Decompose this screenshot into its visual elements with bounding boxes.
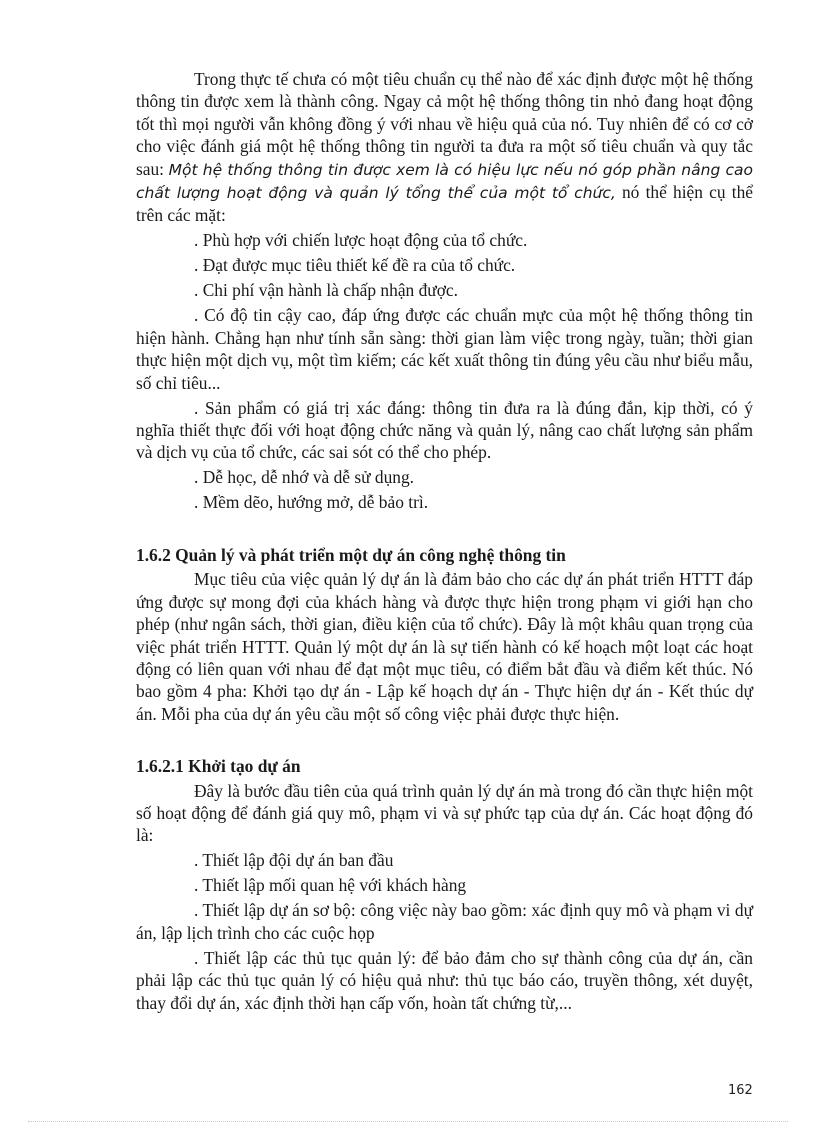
list-item: . Sản phẩm có giá trị xác đáng: thông tin đưa ra là đúng đắn, kịp thời, có ý nghĩa thiết thực đối với hoạt động chức năng và quản lý, nâng cao chất lượng sản phẩm và dịch vụ của tổ chức, các sai sót có thể cho phép. [136,397,753,463]
footer-divider [28,1121,788,1122]
list-item: . Chi phí vận hành là chấp nhận được. [194,280,458,301]
section-heading-1-6-2-1: 1.6.2.1 Khởi tạo dự án [136,756,301,777]
section-heading-1-6-2: 1.6.2 Quản lý và phát triển một dự án công nghệ thông tin [136,544,566,565]
section-paragraph: Mục tiêu của việc quản lý dự án là đảm bảo cho các dự án phát triển HTTT đáp ứng được sự mong đợi của khách hàng và được thực hiện trong phạm vi giới hạn cho phép (như ngân sách, thời gian, điều kiện của tổ chức). Đây là một khâu quan trọng của việc phát triển HTTT. Quản lý một dự án là sự tiến hành có kế hoạch một loạt các hoạt động có liên quan với nhau để đạt một mục tiêu, có điểm bắt đầu và điểm kết thúc. Nó bao gồm 4 pha: Khởi tạo dự án - Lập kế hoạch dự án - Thực hiện dự án - Kết thúc dự án. Mỗi pha của dự án yêu cầu một số công việc phải được thực hiện. [136,569,753,724]
list-item: . Dễ học, dễ nhớ và dễ sử dụng. [194,467,415,488]
list-item: . Mềm dẽo, hướng mở, dễ bảo trì. [194,492,429,513]
page-number: 162 [728,1083,753,1098]
list-item: . Phù hợp với chiến lược hoạt động của tổ chức. [194,230,528,251]
intro-text: Trong thực tế chưa có một tiêu chuẩn cụ thể nào để xác định được một hệ thống thông tin được xem là thành công. Ngay cả một hệ thống thông tin nhỏ đang hoạt động tốt thì mọi người vẫn không đồng ý với nhau về hiệu quả của nó. Tuy nhiên để có cơ cở cho việc đánh giá một hệ thống thông tin người ta đưa ra một số tiêu chuẩn và quy tắc sau: [136,69,753,179]
list-item: . Thiết lập mối quan hệ với khách hàng [194,875,467,896]
section-paragraph: Đây là bước đầu tiên của quá trình quản lý dự án mà trong đó cần thực hiện một số hoạt động để đánh giá quy mô, phạm vi và sự phức tạp của dự án. Các hoạt động đó là: [136,780,753,846]
list-item: . Có độ tin cậy cao, đáp ứng được các chuẩn mực của một hệ thống thông tin hiện hành. Chẳng hạn như tính sẵn sàng: thời gian làm việc trong ngày, tuần; thời gian thực hiện một dịch vụ, một tìm kiếm; các kết xuất thông tin đúng yêu cầu như biểu mẫu, số chỉ tiêu... [136,305,753,393]
intro-paragraph [136,68,753,227]
list-item: . Thiết lập các thủ tục quản lý: để bảo đảm cho sự thành công của dự án, cần phải lập các thủ tục quản lý có hiệu quả như: thủ tục báo cáo, truyền thông, xét duyệt, thay đổi dự án, xác định thời hạn cấp vốn, hoàn tất chứng từ,... [136,947,753,1013]
list-item: . Thiết lập dự án sơ bộ: công việc này bao gồm: xác định quy mô và phạm vi dự án, lập lịch trình cho các cuộc họp [136,900,753,943]
intro-tail-text: nó thể hiện cụ thể trên các mặt: [136,182,753,226]
list-item: . Thiết lập đội dự án ban đầu [194,850,394,871]
intro-italic-text: Một hệ thống thông tin được xem là có hiệu lực nếu nó góp phần nâng cao chất lượng hoạt động và quản lý tổng thể của một tổ chức, [136,160,753,203]
list-item: . Đạt được mục tiêu thiết kế đề ra của tổ chức. [194,255,516,276]
page-content [136,68,753,1017]
